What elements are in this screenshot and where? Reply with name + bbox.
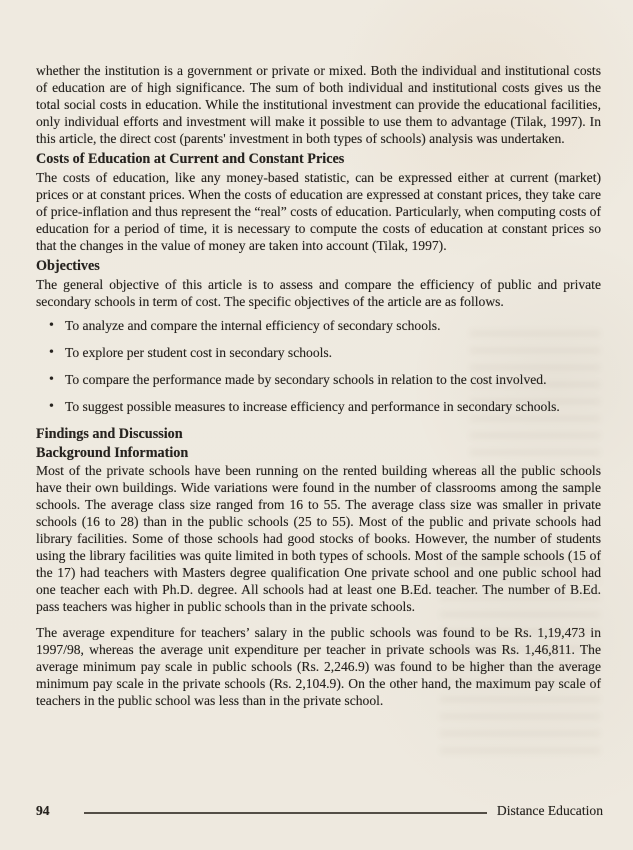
heading-costs-of-education: Costs of Education at Current and Constant Prices	[36, 151, 345, 167]
journal-title: Distance Education	[496, 802, 603, 818]
heading-objectives: Objectives	[36, 258, 100, 274]
list-item: • To compare the performance made by secondary schools in relation to the cost involved.	[36, 371, 601, 388]
list-item: • To suggest possible measures to increase efficiency and performance in secondary schools.	[36, 398, 601, 415]
paragraph-objectives: The general objective of this article is to assess and compare the efficiency of public and private secondary schools in term of cost. The specific objectives of the article are as follows.	[36, 277, 601, 309]
objectives-list	[36, 317, 601, 415]
paragraph-expenditure: The average expenditure for teachers’ salary in the public schools was found to be Rs. 1,19,473 in 1997/98, whereas the average unit expenditure per teacher in private schools was Rs. 1,46,811. The average minimum pay scale in public schools (Rs. 2,246.9) was found to be higher than the average minimum pay scale in the private schools (Rs. 2,104.9). On the other hand, the maximum pay scale of teachers in the public school was less than in the private school.	[36, 625, 601, 708]
footer-rule	[84, 812, 487, 814]
list-item: • To explore per student cost in secondary schools.	[36, 344, 601, 361]
list-item: • To analyze and compare the internal efficiency of secondary schools.	[36, 317, 601, 334]
paragraph-costs: The costs of education, like any money-based statistic, can be expressed either at current (market) prices or at constant prices. When the costs of education are expressed at constant prices, they take care of price-inflation and thus represent the “real” costs of education. Particularly, when computing costs of education for a period of time, it is necessary to compute the costs of education at constant prices so that the changes in the value of money are taken into account (Tilak, 1997).	[36, 170, 601, 253]
paragraph-intro: whether the institution is a government or private or mixed. Both the individual and institutional costs of education are of high significance. The sum of both individual and institutional costs gives us the total social costs in education. While the institutional investment can provide the educational facilities, only individual efforts and investment will make it possible to use them to advantage (Tilak, 1997). In this article, the direct cost (parents' investment in both types of schools) analysis was undertaken.	[36, 63, 601, 146]
article-body	[36, 62, 601, 709]
page-footer	[36, 802, 603, 819]
heading-findings: Findings and Discussion	[36, 426, 183, 442]
paragraph-background: Most of the private schools have been running on the rented building whereas all the public schools have their own buildings. Wide variations were found in the number of classrooms among the sample schools. The average class size ranged from 16 to 55. The average class size was smaller in private schools (16 to 28) than in the public schools (25 to 55). Most of the public and private schools had library facilities. Some of those schools had good stocks of books. However, the number of students using the library facilities was quite limited in both types of schools. Most of the sample schools (15 of the 17) had teachers with Masters degree qualification One private school and one public school had one teacher each with Ph.D. degree. All schools had at least one B.Ed. teacher. The number of B.Ed. pass teachers was higher in public schools than in the private schools.	[36, 463, 601, 614]
page-number: 94	[36, 802, 50, 818]
heading-background-information: Background Information	[36, 445, 189, 461]
